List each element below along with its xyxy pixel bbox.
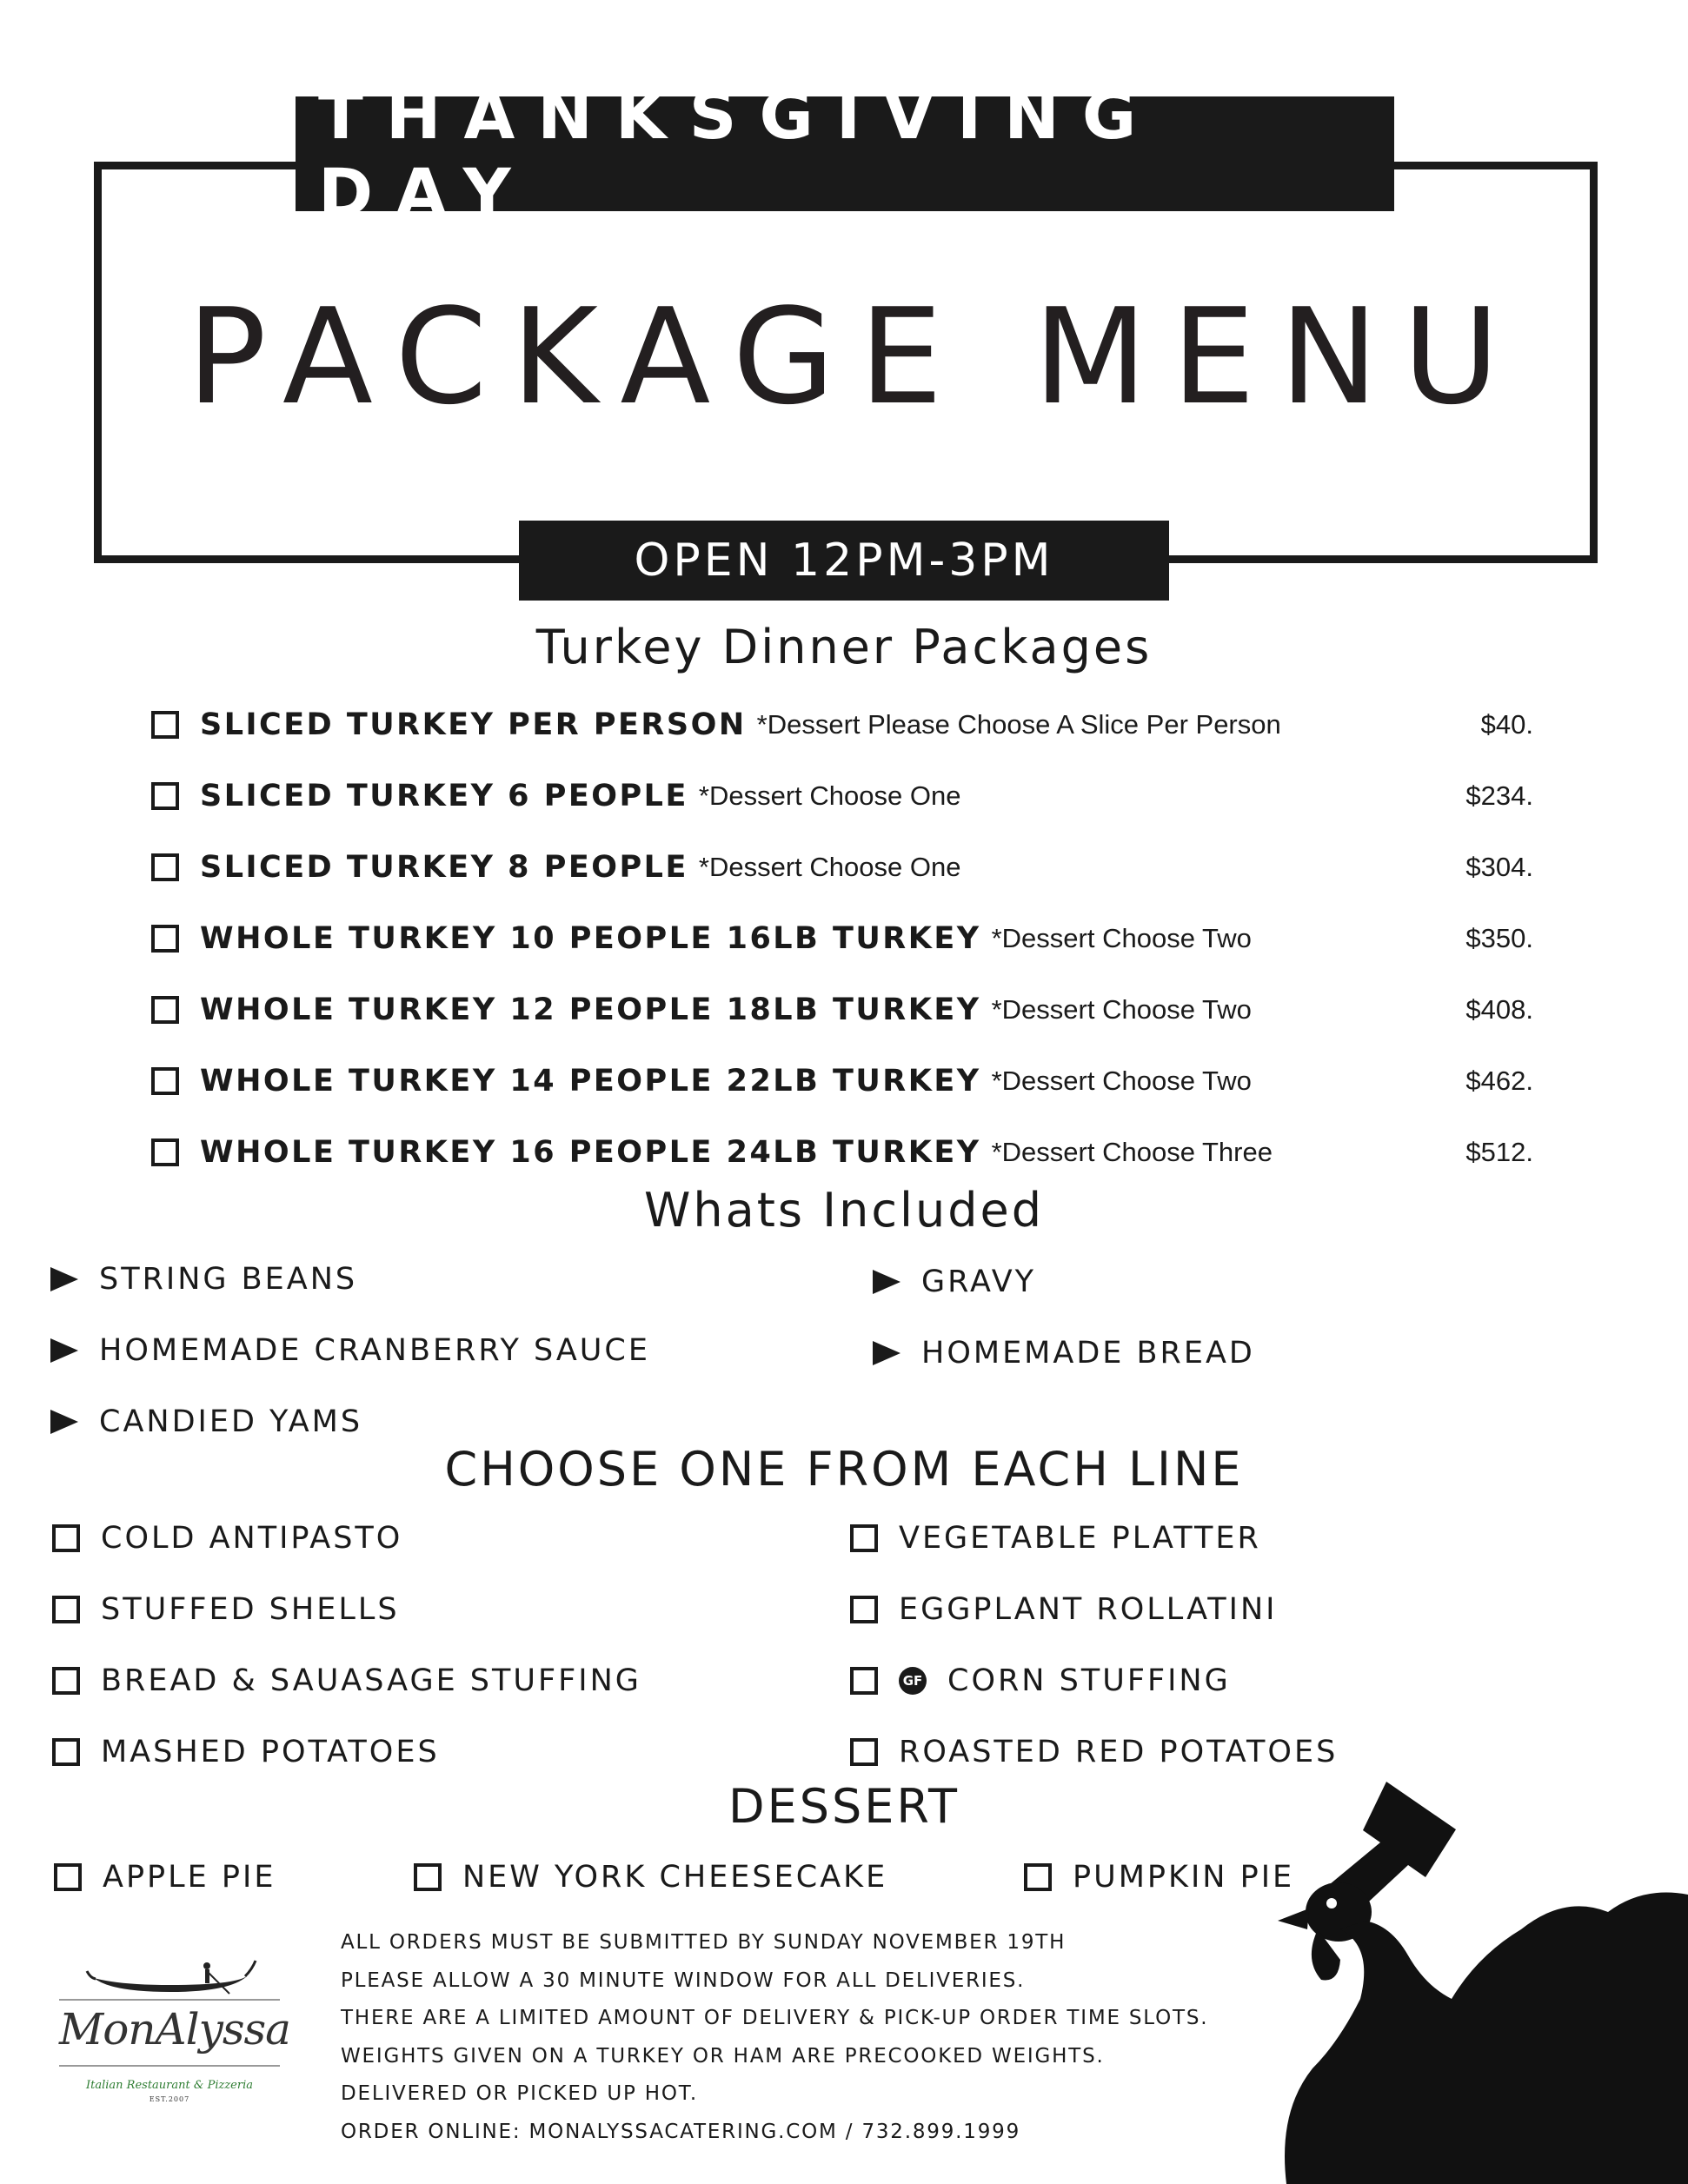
package-name: WHOLE TURKEY 12 PEOPLE 18LB TURKEY <box>200 992 981 1027</box>
package-row <box>151 1061 1542 1101</box>
package-checkbox[interactable] <box>151 782 179 810</box>
order-note: THERE ARE A LIMITED AMOUNT OF DELIVERY & PICK-UP ORDER TIME SLOTS. <box>341 2007 1209 2029</box>
included-item <box>50 1402 362 1442</box>
logo-established: EST.2007 <box>149 2095 190 2103</box>
package-note: *Dessert Choose Three <box>991 1137 1273 1167</box>
order-note: ALL ORDERS MUST BE SUBMITTED BY SUNDAY NOVEMBER 19TH <box>341 1931 1067 1954</box>
included-item-label: STRING BEANS <box>99 1262 358 1297</box>
package-checkbox[interactable] <box>151 853 179 881</box>
order-note: WEIGHTS GIVEN ON A TURKEY OR HAM ARE PRECOOKED WEIGHTS. <box>341 2044 1105 2068</box>
order-note: DELIVERED OR PICKED UP HOT. <box>341 2082 699 2105</box>
package-name: WHOLE TURKEY 14 PEOPLE 22LB TURKEY <box>200 1064 981 1099</box>
package-price: $234. <box>1465 780 1533 811</box>
order-notes <box>341 1924 1208 2151</box>
side-option <box>52 1518 402 1558</box>
package-checkbox[interactable] <box>151 1067 179 1095</box>
side-option <box>52 1661 641 1701</box>
page-title: PACKAGE MENU <box>187 280 1524 434</box>
package-name: WHOLE TURKEY 16 PEOPLE 24LB TURKEY <box>200 1135 981 1170</box>
arrow-bullet-icon <box>873 1341 900 1365</box>
gondola-icon <box>59 1950 280 1999</box>
side-checkbox[interactable] <box>850 1738 878 1766</box>
logo-rule <box>59 2065 280 2067</box>
included-heading: Whats Included <box>643 1183 1045 1238</box>
side-checkbox[interactable] <box>52 1667 80 1695</box>
side-option-label: VEGETABLE PLATTER <box>899 1521 1261 1556</box>
package-name: WHOLE TURKEY 10 PEOPLE 16LB TURKEY <box>200 921 981 956</box>
package-name: SLICED TURKEY 6 PEOPLE <box>200 779 688 813</box>
turkey-silhouette-icon <box>1278 1782 1688 2184</box>
side-option-label: COLD ANTIPASTO <box>101 1521 403 1556</box>
package-price: $40. <box>1480 709 1533 740</box>
side-checkbox[interactable] <box>850 1596 878 1623</box>
logo-subtitle: Italian Restaurant & Pizzeria <box>86 2079 253 2092</box>
package-price: $462. <box>1465 1065 1533 1096</box>
dessert-option-label: PUMPKIN PIE <box>1073 1860 1295 1895</box>
dessert-checkbox[interactable] <box>1024 1863 1052 1891</box>
dessert-option <box>414 1857 887 1897</box>
package-price: $350. <box>1465 923 1533 953</box>
included-item-label: CANDIED YAMS <box>99 1404 363 1439</box>
package-checkbox[interactable] <box>151 711 179 739</box>
included-item <box>50 1331 650 1371</box>
order-note: PLEASE ALLOW A 30 MINUTE WINDOW FOR ALL DELIVERIES. <box>341 1968 1026 1992</box>
side-option-label: EGGPLANT ROLLATINI <box>899 1592 1278 1627</box>
package-row <box>151 776 1542 816</box>
dessert-option-label: NEW YORK CHEESECAKE <box>462 1860 888 1895</box>
dessert-option <box>54 1857 276 1897</box>
included-item <box>50 1259 357 1299</box>
package-note: *Dessert Choose Two <box>991 994 1252 1025</box>
side-option <box>850 1518 1261 1558</box>
package-note: *Dessert Choose Two <box>991 923 1252 953</box>
gluten-free-icon: GF <box>899 1667 927 1695</box>
side-checkbox[interactable] <box>52 1596 80 1623</box>
side-option <box>850 1661 1231 1701</box>
package-name: SLICED TURKEY 8 PEOPLE <box>200 850 688 885</box>
package-note: *Dessert Please Choose A Slice Per Person <box>756 709 1281 740</box>
package-price: $408. <box>1465 994 1533 1025</box>
logo-name: MonAlyssa <box>59 2004 290 2055</box>
package-note: *Dessert Choose Two <box>991 1065 1252 1096</box>
packages-heading: Turkey Dinner Packages <box>535 620 1153 674</box>
side-option-label: BREAD & SAUASAGE STUFFING <box>101 1663 641 1698</box>
side-option-label: STUFFED SHELLS <box>101 1592 400 1627</box>
package-price: $512. <box>1465 1137 1533 1167</box>
occasion-banner: THANKSGIVING DAY <box>296 96 1394 211</box>
order-note: ORDER ONLINE: MONALYSSACATERING.COM / 732.899.1999 <box>341 2120 1020 2143</box>
arrow-bullet-icon <box>50 1338 78 1363</box>
package-checkbox[interactable] <box>151 925 179 953</box>
package-row <box>151 1132 1542 1172</box>
included-item <box>873 1333 1255 1373</box>
side-checkbox[interactable] <box>52 1738 80 1766</box>
package-checkbox[interactable] <box>151 1138 179 1166</box>
side-option <box>850 1732 1338 1772</box>
side-option-label: CORN STUFFING <box>947 1663 1231 1698</box>
included-item-label: HOMEMADE CRANBERRY SAUCE <box>99 1333 650 1368</box>
side-checkbox[interactable] <box>52 1524 80 1552</box>
package-name: SLICED TURKEY PER PERSON <box>200 707 747 742</box>
dessert-option <box>1024 1857 1294 1897</box>
arrow-bullet-icon <box>873 1270 900 1294</box>
included-item-label: HOMEMADE BREAD <box>921 1336 1255 1371</box>
package-note: *Dessert Choose One <box>698 852 961 882</box>
package-note: *Dessert Choose One <box>698 780 961 811</box>
side-checkbox[interactable] <box>850 1667 878 1695</box>
restaurant-logo <box>59 1950 290 2107</box>
included-item-label: GRAVY <box>921 1265 1037 1299</box>
package-row <box>151 705 1542 745</box>
arrow-bullet-icon <box>50 1410 78 1434</box>
package-checkbox[interactable] <box>151 996 179 1024</box>
side-option <box>52 1590 400 1630</box>
package-row <box>151 847 1542 887</box>
dessert-heading: DESSERT <box>728 1779 960 1834</box>
arrow-bullet-icon <box>50 1267 78 1291</box>
dessert-checkbox[interactable] <box>414 1863 442 1891</box>
choose-heading: CHOOSE ONE FROM EACH LINE <box>444 1442 1244 1497</box>
dessert-checkbox[interactable] <box>54 1863 82 1891</box>
side-option <box>850 1590 1278 1630</box>
package-row <box>151 919 1542 959</box>
logo-rule <box>59 1999 280 2001</box>
hours-banner: OPEN 12PM-3PM <box>519 521 1169 601</box>
included-item <box>873 1262 1036 1302</box>
package-row <box>151 990 1542 1030</box>
side-option-label: MASHED POTATOES <box>101 1735 440 1769</box>
side-option-label: ROASTED RED POTATOES <box>899 1735 1339 1769</box>
dessert-option-label: APPLE PIE <box>103 1860 276 1895</box>
side-checkbox[interactable] <box>850 1524 878 1552</box>
package-price: $304. <box>1465 852 1533 882</box>
side-option <box>52 1732 440 1772</box>
